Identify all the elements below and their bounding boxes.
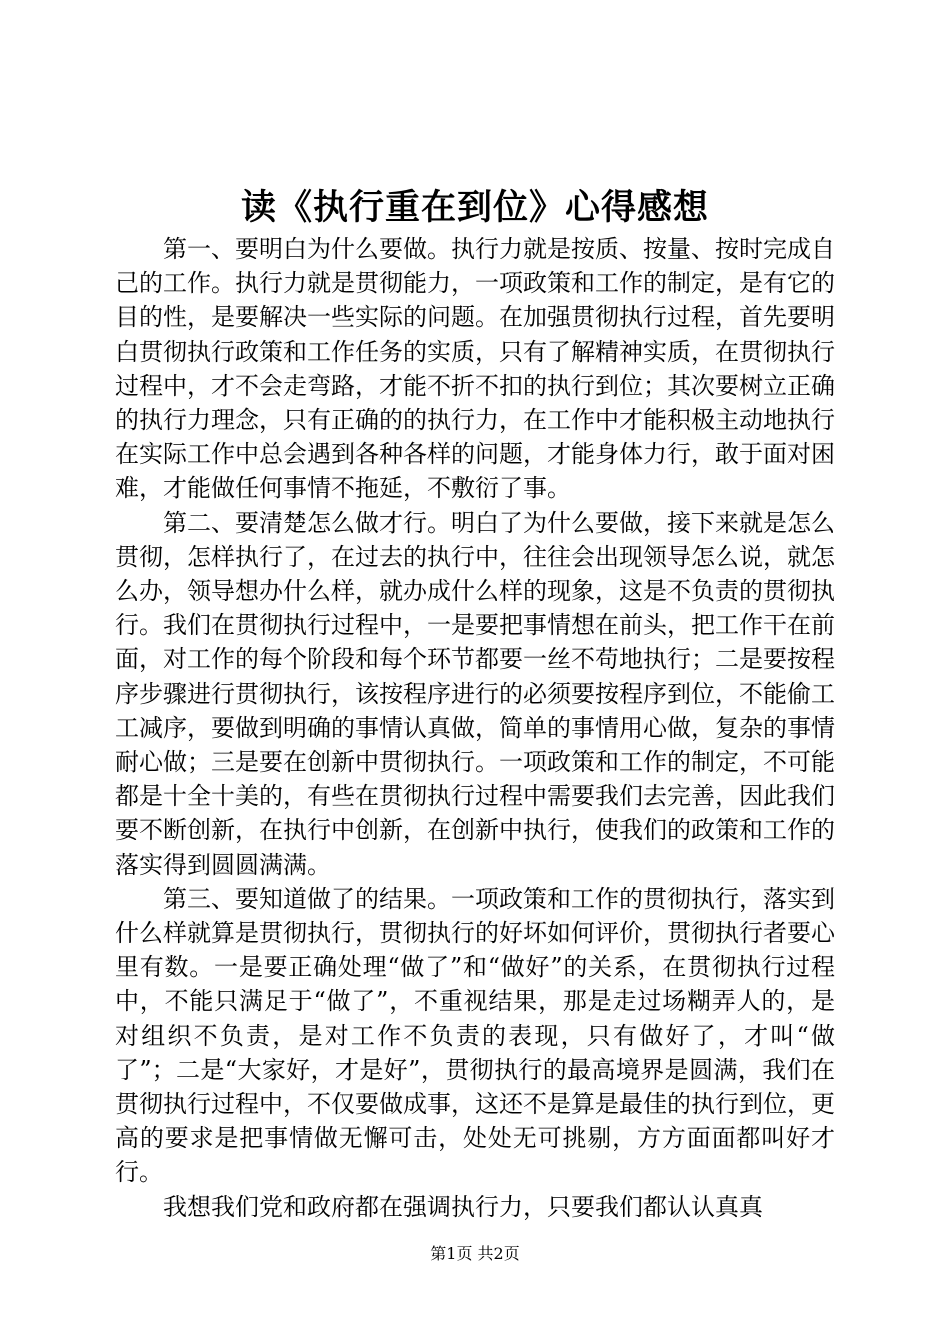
paragraph-3: 第三、要知道做了的结果。一项政策和工作的贯彻执行，落实到什么样就算是贯彻执行，贯彻执行的好坏如何评价，贯彻执行者要心里有数。一是要正确处理“做了”和“做好”的关系，在贯彻执行过程中，不能只满足于“做了”，不重视结果，那是走过场糊弄人的，是对组织不负责，是对工作不负责的表现，只有做好了，才叫“做了”；二是“大家好，才是好”，贯彻执行的最高境界是圆满，我们在贯彻执行过程中，不仅要做成事，这还不是算是最佳的执行到位，更高的要求是把事情做无懈可击，处处无可挑剔，方方面面都叫好才行。 — [115, 884, 835, 1187]
paragraph-2: 第二、要清楚怎么做才行。明白了为什么要做，接下来就是怎么贯彻，怎样执行了，在过去的执行中，往往会出现领导怎么说，就怎么办，领导想办什么样，就办成什么样的现象，这是不负责的贯彻执行。我们在贯彻执行过程中，一是要把事情想在前头，把工作干在前面，对工作的每个阶段和每个环节都要一丝不苟地执行；二是要按程序步骤进行贯彻执行，该按程序进行的必须要按程序到位，不能偷工工减序，要做到明确的事情认真做，简单的事情用心做，复杂的事情耐心做；三是要在创新中贯彻执行。一项政策和工作的制定，不可能都是十全十美的，有些在贯彻执行过程中需要我们去完善，因此我们要不断创新，在执行中创新，在创新中执行，使我们的政策和工作的落实得到圆圆满满。 — [115, 508, 835, 879]
page-number-footer: 第1页 共2页 — [430, 1244, 520, 1263]
document-body — [115, 232, 835, 1224]
paragraph-4: 我想我们党和政府都在强调执行力，只要我们都认认真真 — [163, 1192, 763, 1221]
paragraph-1: 第一、要明白为什么要做。执行力就是按质、按量、按时完成自己的工作。执行力就是贯彻能力，一项政策和工作的制定，是有它的目的性，是要解决一些实际的问题。在加强贯彻执行过程，首先要明白贯彻执行政策和工作任务的实质，只有了解精神实质，在贯彻执行过程中，才不会走弯路，才能不折不扣的执行到位；其次要树立正确的执行力理念，只有正确的的执行力，在工作中才能积极主动地执行在实际工作中总会遇到各种各样的问题，才能身体力行，敢于面对困难，才能做任何事情不拖延，不敷衍了事。 — [115, 235, 835, 503]
document-title: 读《执行重在到位》心得感想 — [240, 187, 709, 228]
